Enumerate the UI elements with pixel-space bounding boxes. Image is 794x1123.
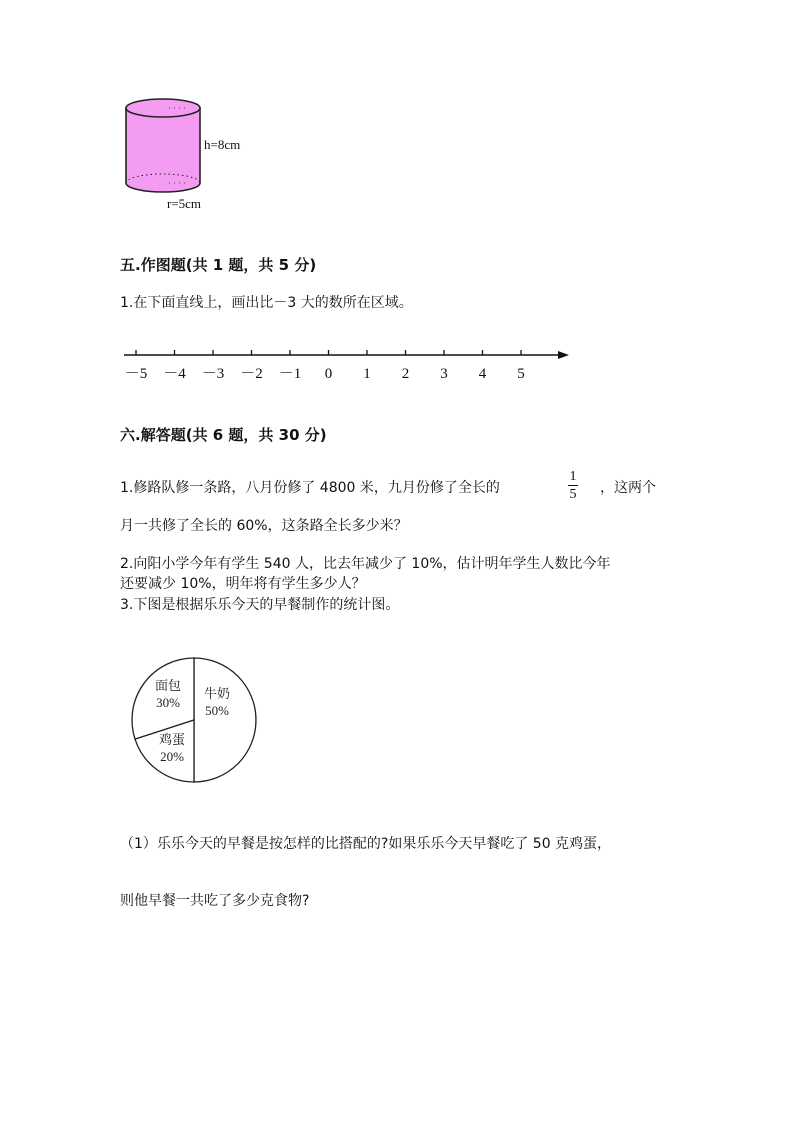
section-6-question-3: 3.下图是根据乐乐今天的早餐制作的统计图。 <box>120 597 400 613</box>
pie-slice-value: 20% <box>160 749 184 764</box>
breakfast-pie-chart <box>124 650 264 790</box>
number-line-tick-label: 5 <box>517 366 525 382</box>
number-line-tick-label: 4 <box>478 366 487 382</box>
cylinder-radius-label: r=5cm <box>167 196 202 211</box>
cylinder-height-label: h=8cm <box>204 137 241 152</box>
section-6-question-3-sub2: 则他早餐一共吃了多少克食物? <box>120 893 310 909</box>
section-6-question-3-sub1: （1）乐乐今天的早餐是按怎样的比搭配的?如果乐乐今天早餐吃了 50 克鸡蛋， <box>120 836 612 852</box>
section-6-heading: 六.解答题(共 6 题，共 30 分) <box>120 426 327 444</box>
section-6-question-2-line1: 2.向阳小学今年有学生 540 人，比去年减少了 10%，估计明年学生人数比今年 <box>120 556 611 572</box>
number-line-tick-label: 1 <box>363 366 371 382</box>
pie-slice-value: 30% <box>156 695 180 710</box>
section-5-question-1: 1.在下面直线上，画出比－3 大的数所在区域。 <box>120 295 413 311</box>
number-line-arrow <box>558 351 569 359</box>
number-line-tick-label: －3 <box>201 366 225 382</box>
cylinder-top-dots: · · · · <box>168 104 186 113</box>
fraction-bar <box>568 485 578 486</box>
pie-slice-0 <box>194 658 256 782</box>
cylinder-figure <box>118 92 208 198</box>
fraction-one-fifth <box>568 469 578 502</box>
fraction-denominator: 5 <box>569 487 577 502</box>
cylinder-bottom-dots: · · · · <box>168 179 186 188</box>
pie-slice-value: 50% <box>205 703 229 718</box>
section-6-question-1-line2: 月一共修了全长的 60%，这条路全长多少米？ <box>120 518 408 534</box>
cylinder-top <box>126 99 200 117</box>
number-line-tick-label: 0 <box>324 366 333 382</box>
pie-slice-label: 鸡蛋 <box>158 733 186 748</box>
number-line-tick-label: 2 <box>401 366 410 382</box>
number-line-tick-label: －1 <box>278 366 302 382</box>
cylinder-body <box>126 108 200 192</box>
number-line-tick-label: －5 <box>124 366 148 382</box>
section-6-question-2-line2: 还要减少 10%，明年将有学生多少人？ <box>120 576 366 592</box>
section-6-question-1-part1: 1.修路队修一条路，八月份修了 4800 米，九月份修了全长的 <box>120 480 500 496</box>
number-line <box>120 340 580 386</box>
number-line-tick-label: 3 <box>440 366 448 382</box>
number-line-tick-label: －4 <box>163 366 186 382</box>
pie-slice-label: 面包 <box>154 679 182 694</box>
fraction-numerator: 1 <box>569 469 577 484</box>
section-5-heading: 五.作图题(共 1 题，共 5 分) <box>120 256 317 274</box>
section-6-question-1-part2: ，这两个 <box>600 480 656 496</box>
pie-slice-label: 牛奶 <box>203 687 231 702</box>
number-line-tick-label: －2 <box>240 366 263 382</box>
